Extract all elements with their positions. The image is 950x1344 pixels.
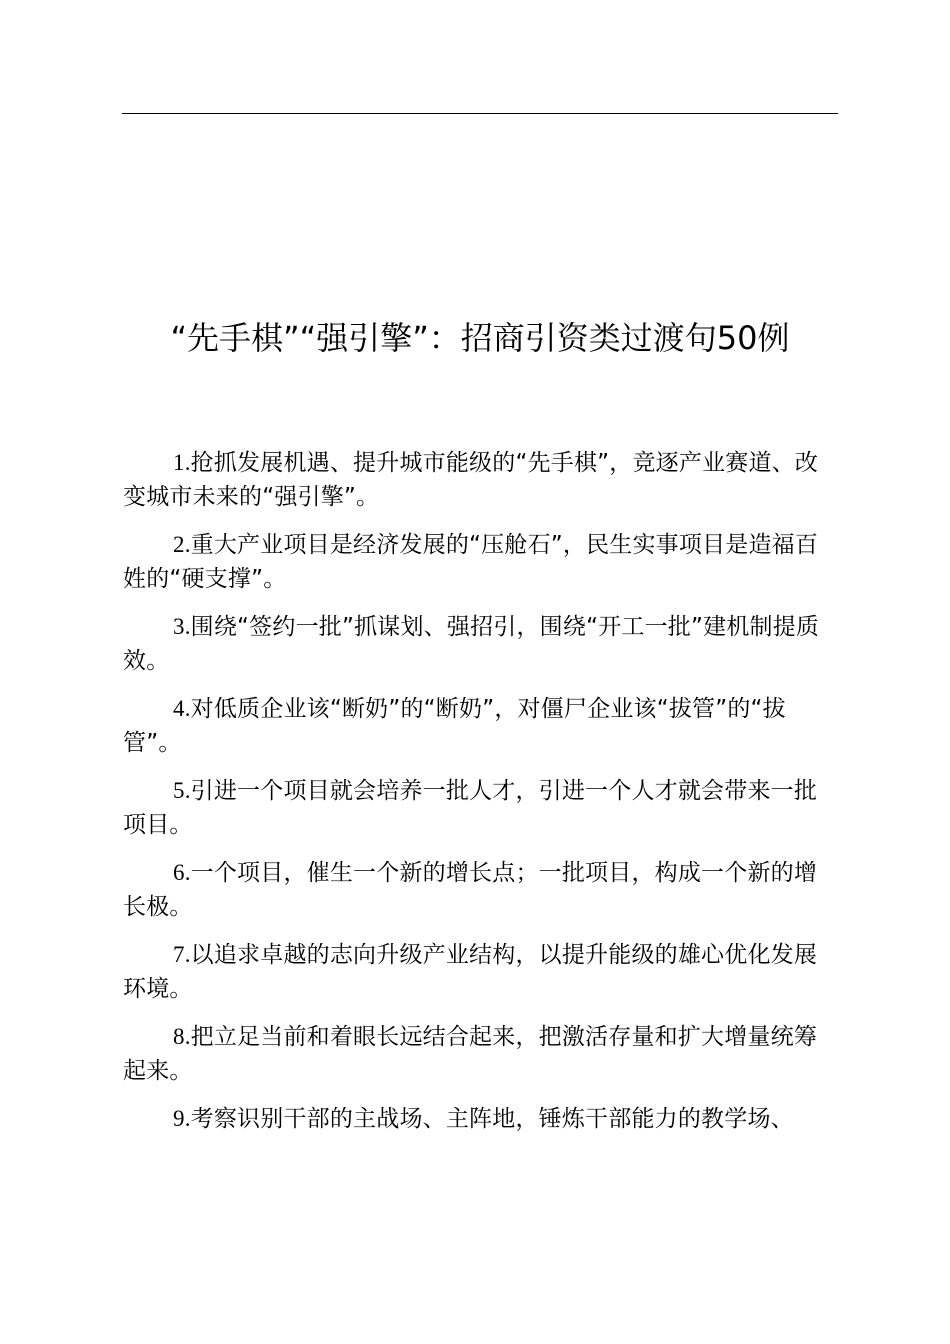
item-number: 5. <box>173 778 191 803</box>
item-text: 对低质企业该“断奶”的“断奶”，对僵尸企业该“拔管”的“拔管”。 <box>123 696 786 756</box>
item-text: 考察识别干部的主战场、主阵地，锤炼干部能力的教学场、 <box>190 1106 794 1132</box>
list-item <box>123 692 839 760</box>
item-number: 9. <box>173 1106 191 1131</box>
list-item <box>123 1102 839 1136</box>
list-item <box>123 446 839 514</box>
list-item <box>123 528 839 596</box>
item-text: 抢抓发展机遇、提升城市能级的“先手棋”，竞逐产业赛道、改变城市未来的“强引擎”。 <box>123 450 819 510</box>
list-item <box>123 774 839 842</box>
transition-sentence-list <box>123 446 839 1150</box>
item-number: 6. <box>173 860 191 885</box>
list-item <box>123 1020 839 1088</box>
item-number: 7. <box>173 942 191 967</box>
list-item <box>123 610 839 678</box>
item-text: 一个项目，催生一个新的增长点；一批项目，构成一个新的增长极。 <box>123 860 818 920</box>
item-text: 把立足当前和着眼长远结合起来，把激活存量和扩大增量统筹起来。 <box>123 1024 818 1084</box>
item-number: 1. <box>173 450 191 475</box>
item-number: 8. <box>173 1024 191 1049</box>
document-title: “先手棋”“强引擎”：招商引资类过渡句50例 <box>170 319 790 357</box>
item-number: 4. <box>173 696 191 721</box>
item-text: 围绕“签约一批”抓谋划、强招引，围绕“开工一批”建机制提质效。 <box>123 614 820 674</box>
item-number: 3. <box>173 614 191 639</box>
item-number: 2. <box>173 532 191 557</box>
item-text: 以追求卓越的志向升级产业结构，以提升能级的雄心优化发展环境。 <box>123 942 818 1002</box>
header-rule <box>122 113 838 114</box>
item-text: 引进一个项目就会培养一批人才，引进一个人才就会带来一批项目。 <box>123 778 818 838</box>
list-item <box>123 938 839 1006</box>
item-text: 重大产业项目是经济发展的“压舱石”，民生实事项目是造福百姓的“硬支撑”。 <box>123 532 819 592</box>
list-item <box>123 856 839 924</box>
